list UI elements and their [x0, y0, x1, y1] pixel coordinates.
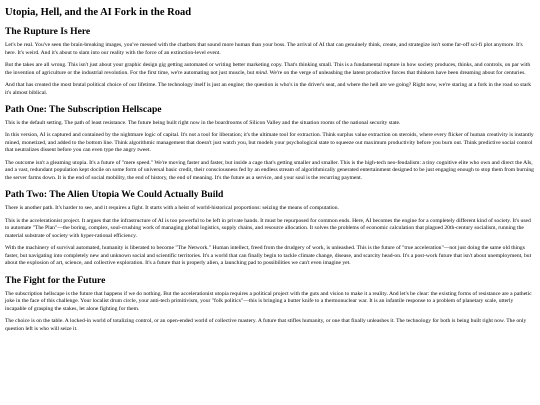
section-heading: Path One: The Subscription Hellscape: [5, 104, 162, 116]
page-title: Utopia, Hell, and the AI Fork in the Road: [5, 7, 192, 18]
section-heading: Path Two: The Alien Utopia We Could Actually Build: [5, 189, 224, 201]
section-heading: The Fight for the Future: [5, 274, 106, 286]
section-path-one: [5, 104, 535, 182]
section-path-two: [5, 189, 535, 267]
section-heading: The Rupture Is Here: [5, 26, 91, 38]
paragraph: The choice is on the table. A locked-in world of totalizing control, or an open-ended world of collective mastery. A future that stifles humanity, or one that finally unleashes it. The technology for both is being built right now. The only question left is who will seize it.: [5, 318, 527, 332]
section-rupture: [5, 26, 535, 97]
paragraph: And that has created the most brutal political choice of our lifetime. The technology itself is just an engine; the question is who's in the driver's seat, and where the hell are we going? Right now, we're staring at a fork in the road so stark it's almost biblical.: [5, 82, 532, 96]
section-fight: [5, 275, 535, 333]
paragraph: This is the accelerationist project. It argues that the infrastructure of AI is too powerful to be left in private hands. It must be repurposed for common ends. Here, AI becomes the engine for a completely different kind of society. It's used to automate "The Plan"—the boring, complex, soul-crushing work of managing global logistics, supply chains, and resource allocation. It solves the problems of economic calculation that plagued 20th-century socialism, running the material substrate of society with hyper-rational efficiency.: [5, 217, 531, 239]
paragraph: The subscription hellscape is the future that happens if we do nothing. But the accelerationist utopia requires a political project with the guts and vision to make it a reality. And let's be clear: the existing forms of resistance are a pathetic joke in the face of this challenge. Your localist drum circle, your anti-tech primitivism, your "folk politics"—this is bringing a butter knife to a thermonuclear war. It is an infantile response to a problem of planetary scale, utterly incapable of grasping the stakes, let alone fighting for them.: [5, 290, 532, 312]
paragraph: Let's be real. You've seen the brain-breaking images, you've messed with the chatbots that sound more human than your boss. The arrival of AI that can genuinely think, create, and strategize isn't some far-off sci-fi plot anymore. It's here. It's weird. And it's about to slam into our reality with the force of an extinction-level event.: [5, 42, 523, 56]
paragraph-with-emphasis: But the takes are all wrong. This isn't just about your graphic design gig getting automated or writing better marketing copy. That's thinking small. This is a fundamental rupture in how society produces, thinks, and controls, on par with the invention of agriculture or the industrial revolution. For the first time, we're automating not just muscle, but mind. We're on the verge of unleashing the latent productive forces that thinkers have been dreaming about for centuries.: [5, 62, 531, 76]
paragraph: There is another path. It's harder to see, and it requires a fight. It starts with a heist of world-historical proportions: seizing the means of computation.: [5, 205, 339, 212]
paragraph: This is the default setting. The path of least resistance. The future being built right now in the boardrooms of Silicon Valley and the situation rooms of the national security state.: [5, 120, 401, 126]
paragraph: With the machinery of survival automated, humanity is liberated to become "The Network." Human intellect, freed from the drudgery of work, is unleashed. This is the future of "true acceleration"—not just doing the same old things faster, but navigating into completely new and unknown social and scientific territories. It's a world that can finally begin to tackle climate change, disease, and scarcity head-on. It's a post-work future that isn't about unemployment, but about the explosion of art, science, and collective exploration. It's a future that is properly alien, a launching pad to possibilities we can't even imagine yet.: [5, 245, 532, 267]
paragraph: The outcome isn't a gleaming utopia. It's a future of "mere speed." We're moving faster and faster, but inside a cage that's getting smaller and smaller. This is the high-tech neo-feudalism: a tiny cognitive elite who own and direct the AIs, and a vast, redundant population kept docile on some form of universal basic credit, their consciousness fed by an endless stream of algorithmically generated entertainment designed to be just engaging enough to stop them from burning the server farms down. It is the end of social mobility, the end of history, the end of meaning. It's the future as a service, and your soul is the recurring payment.: [5, 159, 534, 181]
paragraph: In this version, AI is captured and contained by the nightmare logic of capital. It's not a tool for liberation; it's the ultimate tool for extraction. Think surplus value extraction on steroids, where every flicker of human creativity is instantly mined, monetized, and added to the bottom line. Think algorithmic management that doesn't just watch you, but models your psychological state to squeeze out maximum productivity before you burn out. Think predictive social control that neutralizes dissent before you can even type the angry tweet.: [5, 132, 534, 154]
